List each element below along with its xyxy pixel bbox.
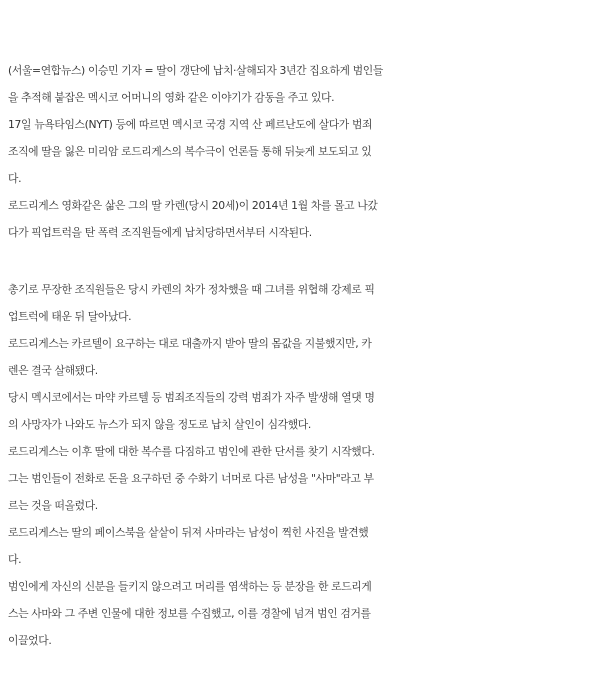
article-line: 당시 멕시코에서는 마약 카르텔 등 범죄조직들의 강력 범죄가 자주 발생해 열댓 명 bbox=[8, 391, 375, 404]
article-line: 의 사망자가 나와도 뉴스가 되지 않을 정도로 납치 살인이 심각했다. bbox=[8, 418, 311, 431]
article-line: 총기로 무장한 조직원들은 당시 카렌의 차가 정차했을 때 그녀를 위협해 강제로 픽 bbox=[8, 283, 375, 296]
article-line: 이끌었다. bbox=[8, 634, 52, 647]
article-line: 범인에게 자신의 신분을 들키지 않으려고 머리를 염색하는 등 분장을 한 로드리게 bbox=[8, 580, 372, 593]
article-line: 로드리게스는 카르텔이 요구하는 대로 대출까지 받아 딸의 몸값을 지불했지만, 카 bbox=[8, 337, 372, 350]
article-line: (서울=연합뉴스) 이승민 기자 = 딸이 갱단에 납치·살해되자 3년간 집요하게 범인들 bbox=[8, 64, 383, 77]
article-line: 을 추적해 붙잡은 멕시코 어머니의 영화 같은 이야기가 감동을 주고 있다. bbox=[8, 91, 335, 104]
article-line: 스는 사마와 그 주변 인물에 대한 정보를 수집했고, 이를 경찰에 넘겨 범인 검거를 bbox=[8, 607, 371, 620]
article-line: 르는 것을 떠올렸다. bbox=[8, 499, 98, 512]
article-line: 렌은 결국 살해됐다. bbox=[8, 364, 98, 377]
article-line: 업트럭에 태운 뒤 달아났다. bbox=[8, 310, 132, 323]
article-line: 로드리게스 영화같은 삶은 그의 딸 카렌(당시 20세)이 2014년 1월 차를 몰고 나갔 bbox=[8, 199, 378, 212]
article-line: 로드리게스는 딸의 페이스북을 샅샅이 뒤져 사마라는 남성이 찍힌 사진을 발견했 bbox=[8, 526, 369, 539]
article-body bbox=[8, 57, 594, 654]
article-line: 다. bbox=[8, 172, 22, 185]
article-line: 17일 뉴욕타임스(NYT) 등에 따르면 멕시코 국경 지역 산 페르난도에 살다가 범죄 bbox=[8, 118, 373, 131]
article-line: 조직에 딸을 잃은 미리암 로드리게스의 복수극이 언론들 통해 뒤늦게 보도되고 있 bbox=[8, 145, 372, 158]
paragraph-gap bbox=[8, 246, 594, 276]
article-line: 로드리게스는 이후 딸에 대한 복수를 다짐하고 범인에 관한 단서를 찾기 시작했다. bbox=[8, 445, 375, 458]
article-line: 다가 픽업트럭을 탄 폭력 조직원들에게 납치당하면서부터 시작된다. bbox=[8, 226, 312, 239]
article-line: 다. bbox=[8, 553, 22, 566]
article-line: 그는 범인들이 전화로 돈을 요구하던 중 수화기 너머로 다른 남성을 "사마"라고 부 bbox=[8, 472, 374, 485]
